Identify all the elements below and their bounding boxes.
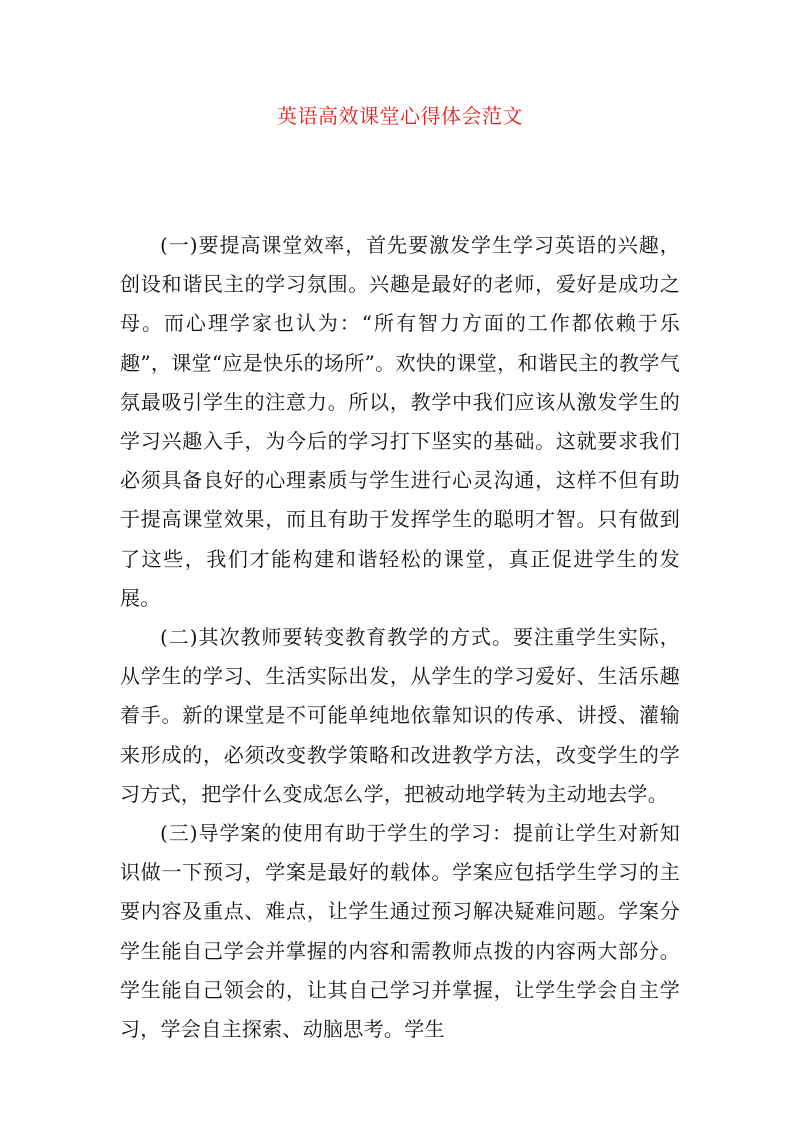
paragraph-2: (二)其次教师要转变教育教学的方式。要注重学生实际，从学生的学习、生活实际出发，从学生的学习爱好、生活乐趣着手。新的课堂是不可能单纯地依靠知识的传承、讲授、灌输来形成的，必须改变教学策略和改进教学方法，改变学生的学习方式，把学什么变成怎么学，把被动地学转为主动地去学。 [120,625,680,806]
paragraph-1: (一)要提高课堂效率，首先要激发学生学习英语的兴趣，创设和谐民主的学习氛围。兴趣是最好的老师，爱好是成功之母。而心理学家也认为：“所有智力方面的工作都依赖于乐趣”，课堂“应是快乐的场所”。欢快的课堂，和谐民主的教学气氛最吸引学生的注意力。所以，教学中我们应该从激发学生的学习兴趣入手，为今后的学习打下坚实的基础。这就要求我们必须具备良好的心理素质与学生进行心灵沟通，这样不但有助于提高课堂效果，而且有助于发挥学生的聪明才智。只有做到了这些，我们才能构建和谐轻松的课堂，真正促进学生的发展。 [120,233,680,610]
document-body [120,226,680,1049]
paragraph-3: (三)导学案的使用有助于学生的学习：提前让学生对新知识做一下预习，学案是最好的载体。学案应包括学生学习的主要内容及重点、难点，让学生通过预习解决疑难问题。学案分学生能自己学会并掌握的内容和需教师点拨的内容两大部分。学生能自己领会的，让其自己学习并掌握，让学生学会自主学习，学会自主探索、动脑思考。学生 [120,821,680,1042]
document-title: 英语高效课堂心得体会范文 [277,104,523,128]
